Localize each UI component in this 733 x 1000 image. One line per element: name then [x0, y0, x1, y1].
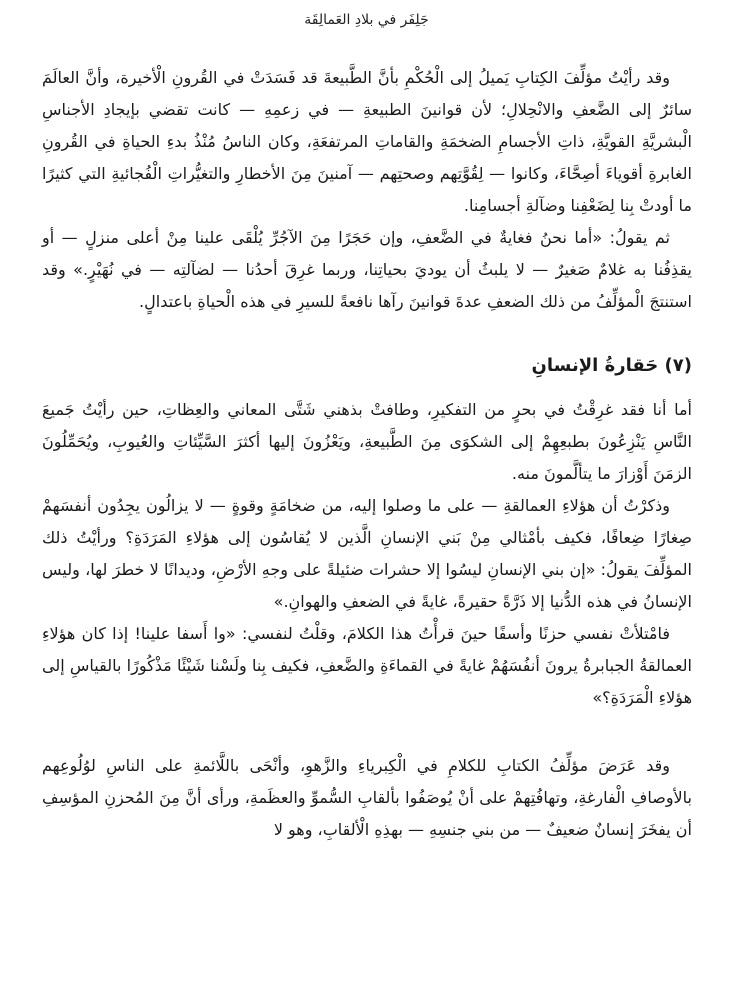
- paragraph: أما أنا فقد غرِقْتُ في بحرٍ من التفكيرِ، وطافتْ بذهني شَتَّى المعاني والعِظاتِ، حين رأيْتُ جَميعَ النَّاسِ يَنْزِعُونَ بطبعِهِمْ إلى الشكوَى مِنَ الطَّبيعةِ، ويَعْزُونَ إليها أكثرَ السَّيِّئاتِ والعُيوبِ، ويُحَمِّلُونَ الزمَنَ أَوْزارَ ما يتألَّمونَ منه.: [42, 400, 692, 483]
- running-header: جَلِفَر في بلادِ العَمالِقَة: [304, 12, 429, 28]
- spacer: [42, 384, 692, 394]
- paragraph: فامْتلأتْ نفسي حزنًا وأسفًا حينَ قرأْتُ هذا الكلامَ، وقلْتُ لنفسي: «وا أَسفا علينا! إذا كان هؤلاءِ العمالقةُ الجبابرةُ يرونَ أنفُسَهُمْ غايةً في القماءَةِ والضَّعفِ، فكيف بِنا ولَسْنا شَيْئًا مَذْكُورًا بالقياسِ إلى هؤلاءِ الْمَرَدَةِ؟»: [42, 624, 692, 707]
- spacer: [42, 714, 692, 750]
- section-heading: (٧) حَقارةُ الإنسانِ: [531, 355, 692, 376]
- paragraph: وذكرْتُ أن هؤلاءِ العمالقةِ — على ما وصلوا إليه، من ضخامَةٍ وقوةٍ — لا يزالُون يجِدُون أنفسَهمْ صِغارًا ضِعافًا، فكيف بأمْثالي مِنْ بَني الإنسانِ الَّذين لا يُقاسُون إلى هؤلاءِ المَرَدَةِ؟ ورأيْتُ ذلك المؤلِّفَ يقولُ: «إن بني الإنسانِ ليسُوا إلا حشرات ضئيلةً على وجهِ الأرْضِ، وديدانًا لا خطرَ لها، وليس الإنسانُ في هذه الدُّنيا إلا ذَرَّةً حقيرةً، غايةً في الضعفِ والهوانِ.»: [42, 496, 692, 611]
- paragraph: وقد رأيْتُ مؤلِّفَ الكِتابِ يَميلُ إلى الْحُكْمِ بأنَّ الطَّبيعةَ قد فَسَدَتْ في القُرونِ الْأخيرة، وأنَّ العالَمَ سائرٌ إلى الضَّعفِ والانْحِلالِ؛ لأن قوانينَ الطبيعةِ — في زعمِهِ — كانت تقضي بإيجادِ الأجناسِ الْبشريَّةِ القويَّةِ، ذاتِ الأجسامِ الضخمَةِ والقاماتِ المرتفعَةِ، وكان الناسُ مُنْذُ بدءِ الحياةِ في القُرونِ الغابرةِ أقوياءَ أصِحَّاءَ، وكانوا — لِقُوَّتِهم وصحتِهم — آمنينَ مِنَ الأخطارِ والتغيُّراتِ الْفُجائيةِ التي كثيرًا ما أودتْ بِنا لِضَعْفِنا وضآلةِ أجسامِنا.: [42, 68, 692, 215]
- paragraph: ثم يقولُ: «أما نحنُ فغايةٌ في الضَّعفِ، وإن حَجَرًا مِنَ الآجُرِّ يُلْقَى علينا مِنْ أعلى منزلٍ — أو يقذِفُنا به غلامٌ صَغيرٌ — لا يلبثُ أن يوديَ بحياتِنا، وربما غرِقَ أحدُنا — لضآلتِه — في نُهَيْرٍ.» وقد استنتجَ الْمؤلِّفُ من ذلك الضعفِ عدةَ قوانينَ رآها نافعةً للسيرِ في هذه الْحياةِ باعتدالٍ.: [42, 228, 692, 311]
- spacer: [42, 318, 692, 348]
- page-body: [42, 62, 692, 846]
- paragraph: وقد عَرَضَ مؤلِّفُ الكتابِ للكلامِ في الْكِبرياءِ والزَّهوِ، وأنْحَى باللَّائمةِ على الناسِ لوُلُوعِهم بالأوصافِ الْفارغةِ، وتهافُتِهمْ على أنْ يُوصَفُوا بألقابِ السُّموِّ والعظَمةِ، ورأى أنَّ مِنَ المُحزنِ المؤسِفِ أن يفخَرَ إنسانٌ ضعيفٌ — من بني جنسِهِ — بهذِهِ الْألقابِ، وهو لا: [42, 756, 692, 839]
